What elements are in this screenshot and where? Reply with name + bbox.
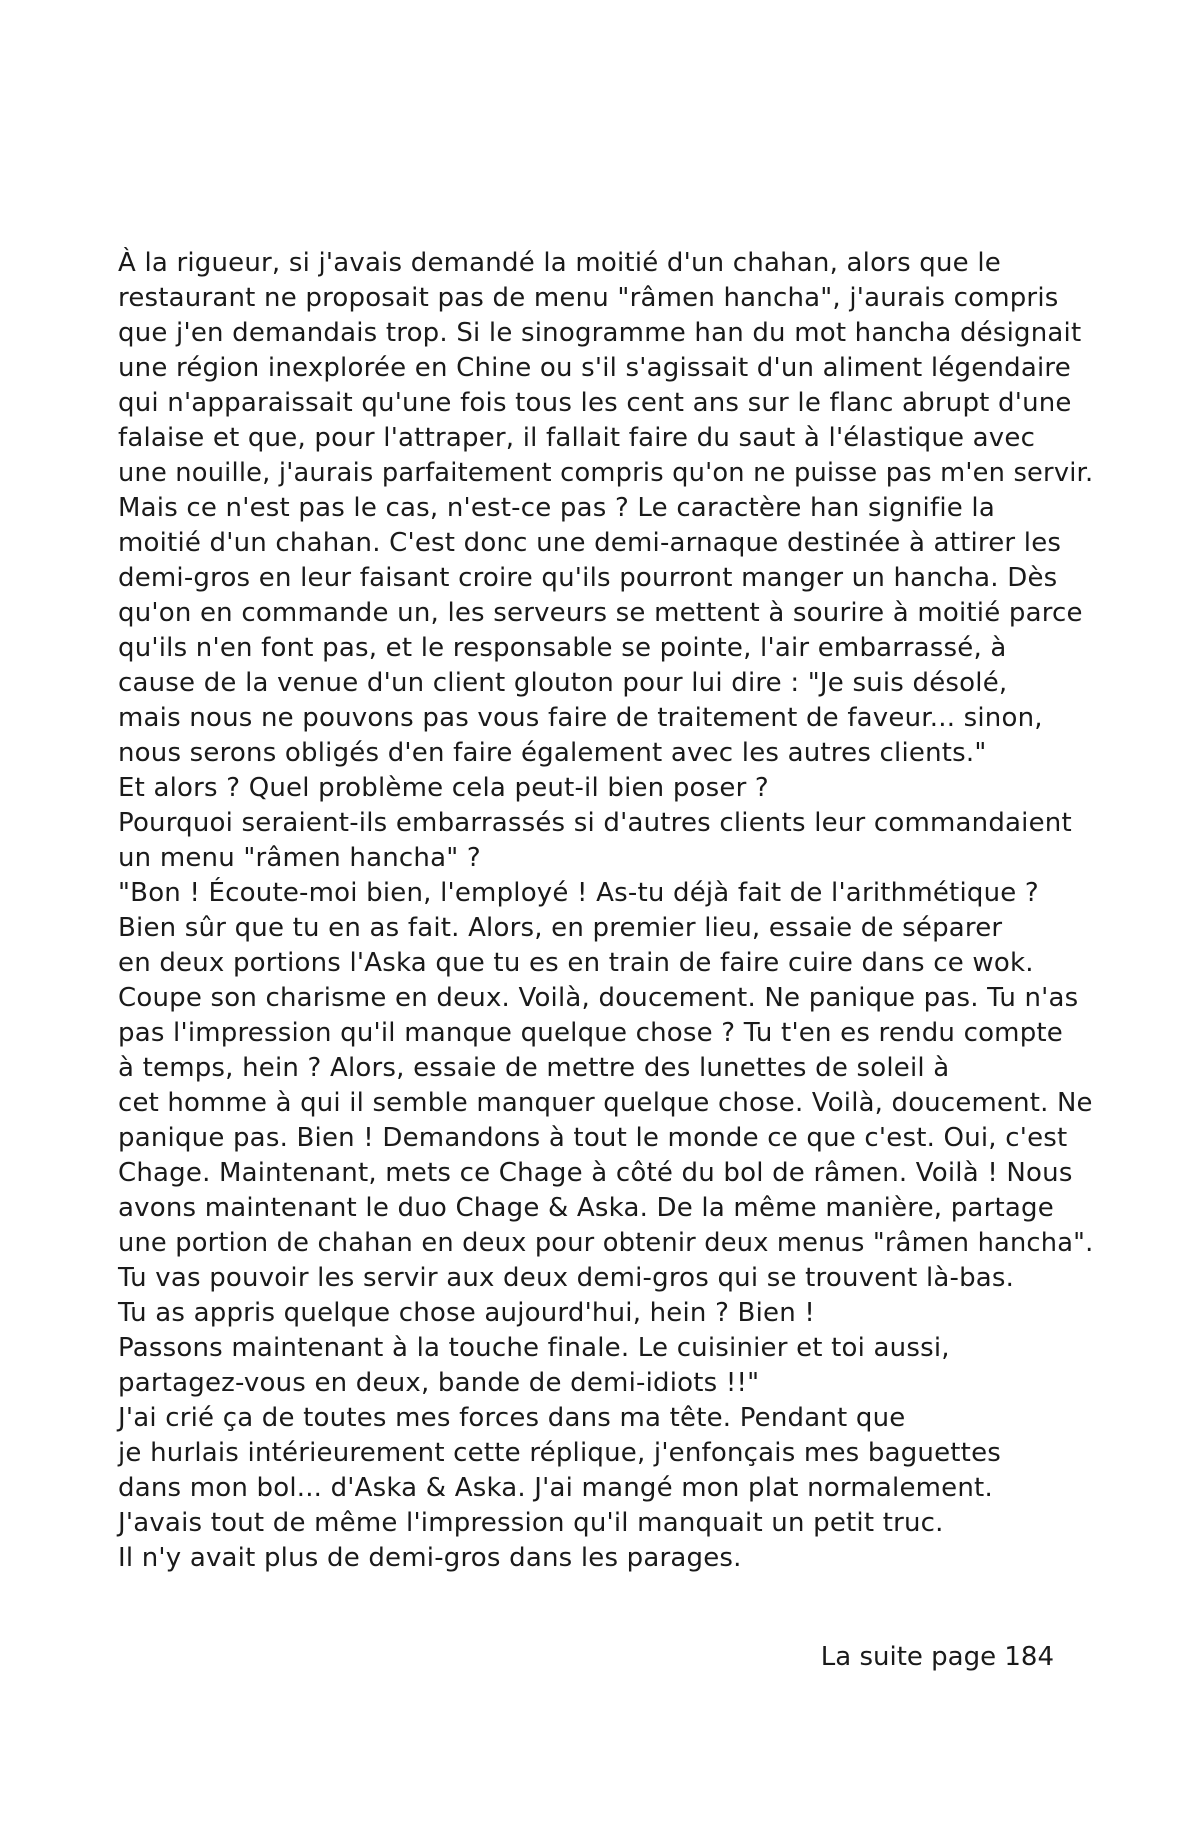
text-line: Passons maintenant à la touche finale. Le cuisinier et toi aussi,	[118, 1333, 950, 1363]
text-line: partagez-vous en deux, bande de demi-idiots !!"	[118, 1368, 760, 1398]
text-line: qu'on en commande un, les serveurs se mettent à sourire à moitié parce	[118, 598, 1083, 628]
text-line: J'ai crié ça de toutes mes forces dans ma tête. Pendant que	[118, 1403, 906, 1433]
text-line: dans mon bol... d'Aska & Aska. J'ai mangé mon plat normalement.	[118, 1473, 993, 1503]
text-line: demi-gros en leur faisant croire qu'ils pourront manger un hancha. Dès	[118, 563, 1058, 593]
text-line: moitié d'un chahan. C'est donc une demi-arnaque destinée à attirer les	[118, 528, 1062, 558]
text-line: Chage. Maintenant, mets ce Chage à côté du bol de râmen. Voilà ! Nous	[118, 1158, 1073, 1188]
text-line: cet homme à qui il semble manquer quelque chose. Voilà, doucement. Ne	[118, 1088, 1093, 1118]
text-line: un menu "râmen hancha" ?	[118, 843, 481, 873]
body-text	[118, 246, 1093, 1576]
text-line: une nouille, j'aurais parfaitement compris qu'on ne puisse pas m'en servir.	[118, 458, 1094, 488]
continuation-note: La suite page 184	[820, 1642, 1054, 1672]
text-line: À la rigueur, si j'avais demandé la moitié d'un chahan, alors que le	[118, 248, 1001, 278]
text-line: Et alors ? Quel problème cela peut-il bien poser ?	[118, 773, 769, 803]
text-line: falaise et que, pour l'attraper, il fallait faire du saut à l'élastique avec	[118, 423, 1036, 453]
text-line: à temps, hein ? Alors, essaie de mettre des lunettes de soleil à	[118, 1053, 950, 1083]
text-line: une région inexplorée en Chine ou s'il s'agissait d'un aliment légendaire	[118, 353, 1071, 383]
text-line: Pourquoi seraient-ils embarrassés si d'autres clients leur commandaient	[118, 808, 1072, 838]
text-line: Tu as appris quelque chose aujourd'hui, hein ? Bien !	[118, 1298, 815, 1328]
text-line: cause de la venue d'un client glouton pour lui dire : "Je suis désolé,	[118, 668, 1008, 698]
text-line: qui n'apparaissait qu'une fois tous les cent ans sur le flanc abrupt d'une	[118, 388, 1072, 418]
text-line: mais nous ne pouvons pas vous faire de traitement de faveur... sinon,	[118, 703, 1043, 733]
text-line: panique pas. Bien ! Demandons à tout le monde ce que c'est. Oui, c'est	[118, 1123, 1068, 1153]
text-line: Tu vas pouvoir les servir aux deux demi-gros qui se trouvent là-bas.	[118, 1263, 1015, 1293]
text-line: je hurlais intérieurement cette réplique, j'enfonçais mes baguettes	[118, 1438, 1002, 1468]
text-line: Bien sûr que tu en as fait. Alors, en premier lieu, essaie de séparer	[118, 913, 1003, 943]
text-line: Mais ce n'est pas le cas, n'est-ce pas ? Le caractère han signifie la	[118, 493, 995, 523]
text-line: restaurant ne proposait pas de menu "râmen hancha", j'aurais compris	[118, 283, 1059, 313]
text-line: en deux portions l'Aska que tu es en train de faire cuire dans ce wok.	[118, 948, 1034, 978]
text-line: J'avais tout de même l'impression qu'il manquait un petit truc.	[118, 1508, 944, 1538]
text-line: avons maintenant le duo Chage & Aska. De la même manière, partage	[118, 1193, 1054, 1223]
text-line: que j'en demandais trop. Si le sinogramme han du mot hancha désignait	[118, 318, 1082, 348]
text-line: "Bon ! Écoute-moi bien, l'employé ! As-tu déjà fait de l'arithmétique ?	[118, 878, 1039, 908]
text-line: pas l'impression qu'il manque quelque chose ? Tu t'en es rendu compte	[118, 1018, 1064, 1048]
text-line: une portion de chahan en deux pour obtenir deux menus "râmen hancha".	[118, 1228, 1094, 1258]
text-line: Il n'y avait plus de demi-gros dans les parages.	[118, 1543, 742, 1573]
text-line: Coupe son charisme en deux. Voilà, doucement. Ne panique pas. Tu n'as	[118, 983, 1079, 1013]
text-line: qu'ils n'en font pas, et le responsable se pointe, l'air embarrassé, à	[118, 633, 1007, 663]
text-line: nous serons obligés d'en faire également avec les autres clients."	[118, 738, 987, 768]
